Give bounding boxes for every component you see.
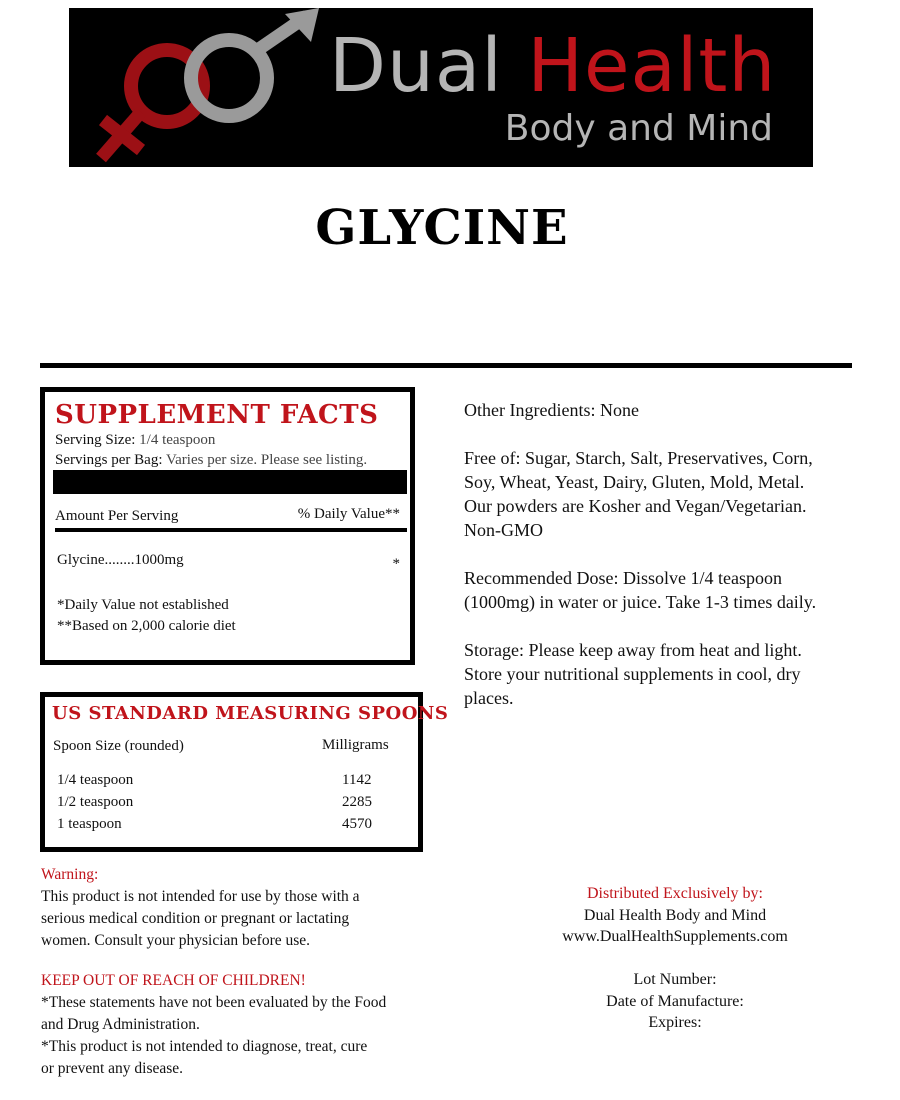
fda-line: and Drug Administration. [41,1016,200,1033]
warning-line: serious medical condition or pregnant or lactating [41,910,350,927]
servings-label: Servings per Bag: [55,452,163,468]
free-of-section [464,446,813,542]
storage-line: Store your nutritional supplements in cool, dry [464,664,801,684]
warning-heading: Warning: [41,866,99,883]
supplement-facts-panel [40,387,415,665]
fda-line: *This product is not intended to diagnose, treat, cure [41,1038,368,1055]
calorie-note: **Based on 2,000 calorie diet [57,618,236,634]
lot-number-label: Lot Number: [633,971,717,988]
free-of-line: Our powders are Kosher and Vegan/Vegetarian. [464,496,807,516]
spoon-row-size: 1/4 teaspoon [57,772,134,788]
spoon-row-size: 1/2 teaspoon [57,794,134,810]
spoon-size-header: Spoon Size (rounded) [53,738,184,754]
free-of-line: Free of: Sugar, Starch, Salt, Preservatives, Corn, [464,448,813,468]
brand-dual: Dual [329,23,503,109]
expires-label: Expires: [648,1014,702,1031]
free-of-line: Non-GMO [464,520,543,540]
spoon-row-mg: 2285 [342,794,372,810]
facts-black-bar [53,470,407,494]
serving-size-label: Serving Size: [55,432,136,448]
male-female-symbols-icon [89,8,319,167]
dose-line: (1000mg) in water or juice. Take 1-3 times daily. [464,592,817,612]
disclaimer-section [41,970,386,1080]
serving-size [55,432,215,449]
warning-section [41,864,360,952]
spoon-row-mg: 1142 [342,772,372,788]
recommended-dose [464,566,816,614]
facts-rule [55,528,407,532]
ingredient-daily-value: * [392,556,400,572]
storage-line: Storage: Please keep away from heat and light. [464,640,802,660]
fda-line: *These statements have not been evaluated by the Food [41,994,387,1011]
daily-value-note: *Daily Value not established [57,597,229,613]
dose-line: Recommended Dose: Dissolve 1/4 teaspoon [464,568,782,588]
spoon-row-size: 1 teaspoon [57,816,122,832]
manufacture-date-label: Date of Manufacture: [606,992,744,1010]
milligrams-header: Milligrams [322,737,389,753]
brand-tagline: Body and Mind [504,108,773,149]
keep-out-warning: KEEP OUT OF REACH OF CHILDREN! [41,972,306,989]
distributor-section [525,883,825,948]
distributor-website: www.DualHealthSupplements.com [562,928,788,945]
distributor-heading: Distributed Exclusively by: [587,885,763,902]
brand-health: Health [527,23,777,109]
other-ingredients: Other Ingredients: None [464,400,639,420]
storage-line: places. [464,688,514,708]
servings-value: Varies per size. Please see listing. [165,452,368,468]
distributor-name: Dual Health Body and Mind [583,906,767,924]
warning-line: This product is not intended for use by those with a [41,888,360,905]
amount-per-serving-header: Amount Per Serving [55,508,179,524]
ingredient-glycine: Glycine........1000mg [57,552,184,568]
brand-name [329,23,777,109]
supplement-facts-heading: SUPPLEMENT FACTS [55,400,379,430]
fda-line: or prevent any disease. [41,1060,184,1077]
batch-info-section [525,969,825,1034]
storage-instructions [464,638,802,710]
spoon-row-mg: 4570 [342,816,372,832]
measuring-spoons-heading: US STANDARD MEASURING SPOONS [52,703,449,724]
product-title: GLYCINE [315,200,569,256]
serving-size-value: 1/4 teaspoon [139,432,216,448]
brand-banner [69,8,813,167]
free-of-line: Soy, Wheat, Yeast, Dairy, Gluten, Mold, Metal. [464,472,805,492]
measuring-spoons-panel [40,692,449,852]
servings-per-bag [55,452,367,469]
daily-value-header: % Daily Value** [297,506,400,522]
section-divider [40,363,852,368]
warning-line: women. Consult your physician before use. [41,932,311,949]
